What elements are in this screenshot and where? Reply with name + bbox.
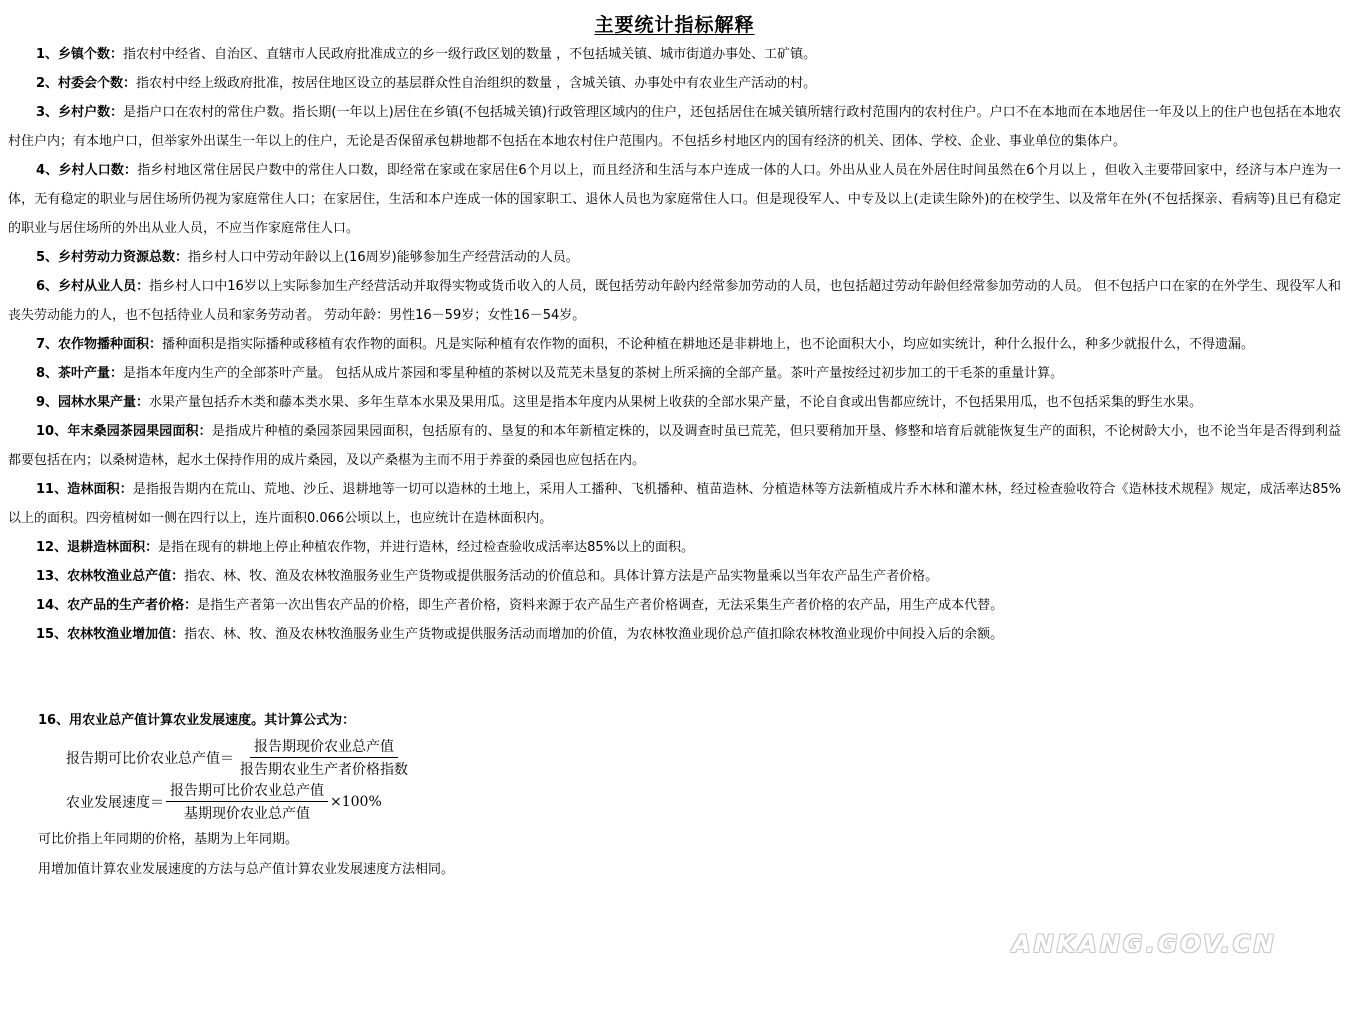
definition-text: 是指本年度内生产的全部茶叶产量。 包括从成片茶园和零星种植的茶树以及荒芜未垦复的茶树上所采摘的全部产量。茶叶产量按经过初步加工的干毛茶的重量计算。 [123,366,1064,381]
definition-item [8,562,1341,591]
definition-term: 11、造林面积： [36,482,133,497]
definition-item [8,40,1341,69]
definition-text: 指农村中经上级政府批准，按居住地区设立的基层群众性自治组织的数量 ，含城关镇、办事处中有农业生产活动的村。 [136,76,817,91]
definition-item [8,272,1341,330]
definition-text: 指农村中经省、自治区、直辖市人民政府批准成立的乡一级行政区划的数量 ，不包括城关镇、城市街道办事处、工矿镇。 [123,47,817,62]
definition-item [8,156,1341,243]
definition-term: 5、乡村劳动力资源总数： [36,250,189,265]
definition-text: 指乡村人口中16岁以上实际参加生产经营活动并取得实物或货币收入的人员，既包括劳动年龄内经常参加劳动的人员，也包括超过劳动年龄但经常参加劳动的人员。 但不包括户口在家的在外学生、现役军人和丧失劳动能力的人，也不包括待业人员和家务劳动者。 劳动年龄：男性16－59岁；女性16－54岁。 [8,279,1341,323]
definition-item [8,359,1341,388]
formula-suffix: ×100% [330,793,382,810]
definition-item [8,243,1341,272]
watermark: ANKANG.GOV.CN [1012,930,1277,958]
fraction-numerator: 报告期可比价农业总产值 [166,780,328,802]
definition-term: 13、农林牧渔业总产值： [36,569,185,584]
fraction-numerator: 报告期现价农业总产值 [250,736,398,758]
fraction [236,736,412,779]
formula-lhs: 农业发展速度＝ [66,794,164,811]
fraction [166,780,328,823]
definition-term: 12、退耕造林面积： [36,540,159,555]
formula-growth-rate [66,780,382,823]
definition-term: 3、乡村户数： [36,105,124,120]
definition-item [8,620,1341,649]
definition-term: 2、村委会个数： [36,76,137,91]
note-comparable-price: 可比价指上年同期的价格，基期为上年同期。 [38,832,299,847]
definition-text: 播种面积是指实际播种或移植有农作物的面积。凡是实际种植有农作物的面积，不论种植在耕地还是非耕地上，也不论面积大小，均应如实统计，种什么报什么，种多少就报什么，不得遗漏。 [162,337,1255,352]
note-value-added-method: 用增加值计算农业发展速度的方法与总产值计算农业发展速度方法相同。 [38,862,455,877]
definition-text: 指农、林、牧、渔及农林牧渔服务业生产货物或提供服务活动而增加的价值，为农林牧渔业现价总产值扣除农林牧渔业现价中间投入后的余额。 [184,627,1004,642]
definition-term: 9、园林水果产量： [36,395,150,410]
fraction-denominator: 基期现价农业总产值 [184,806,310,822]
formula-lhs: 报告期可比价农业总产值＝ [66,750,234,767]
fraction-denominator: 报告期农业生产者价格指数 [240,762,408,778]
definition-item [8,533,1341,562]
definition-text: 是指在现有的耕地上停止种植农作物，并进行造林，经过检查验收成活率达85%以上的面积。 [158,540,694,555]
definition-item [8,475,1341,533]
definition-term: 8、茶叶产量： [36,366,124,381]
definition-item [8,417,1341,475]
definition-text: 指乡村人口中劳动年龄以上(16周岁)能够参加生产经营活动的人员。 [188,250,579,265]
definition-text: 是指户口在农村的常住户数。指长期(一年以上)居住在乡镇(不包括城关镇)行政管理区域内的住户，还包括居住在城关镇所辖行政村范围内的农村住户。户口不在本地而在本地居住一年及以上的住户也包括在本地农村住户内；有本地户口，但举家外出谋生一年以上的住户，无论是否保留承包耕地都不包括在本地农村住户范围内。不包括乡村地区内的国有经济的机关、团体、学校、企业、事业单位的集体户。 [8,105,1342,149]
definition-term: 10、年末桑园茶园果园面积： [36,424,212,439]
formula-heading: 16、用农业总产值计算农业发展速度。其计算公式为： [38,713,356,728]
definition-list [8,40,1341,649]
definition-item [8,591,1341,620]
definition-text: 是指报告期内在荒山、荒地、沙丘、退耕地等一切可以造林的土地上，采用人工播种、飞机播种、植苗造林、分植造林等方法新植成片乔木林和灌木林，经过检查验收符合《造林技术规程》规定，成活率达85%以上的面积。四旁植树如一侧在四行以上，连片面积0.066公顷以上，也应统计在造林面积内。 [8,482,1342,526]
definition-term: 4、乡村人口数： [36,163,138,178]
definition-term: 14、农产品的生产者价格： [36,598,198,613]
definition-text: 指乡村地区常住居民户数中的常住人口数，即经常在家或在家居住6个月以上，而且经济和生活与本户连成一体的人口。外出从业人员在外居住时间虽然在6个月以上 ，但收入主要带回家中，经济与本户连为一体，无有稳定的职业与居住场所仍视为家庭常住人口；在家居住，生活和本户连成一体的国家职工、退休人员也为家庭常住人口。但是现役军人、中专及以上(走读生除外)的在校学生、以及常年在外(不包括探亲、看病等)且已有稳定的职业与居住场所的外出从业人员，不应当作家庭常住人口。 [8,163,1341,236]
definition-item [8,388,1341,417]
definition-text: 是指成片种植的桑园茶园果园面积，包括原有的、垦复的和本年新植定株的，以及调查时虽已荒芜，但只要稍加开垦、修整和培育后就能恢复生产的面积，不论树龄大小，也不论当年是否得到利益都要包括在内；以桑树造林，起水土保持作用的成片桑园，及以产桑椹为主而不用于养蚕的桑园也应包括在内。 [8,424,1341,468]
definition-text: 水果产量包括乔木类和藤本类水果、多年生草本水果及果用瓜。这里是指本年度内从果树上收获的全部水果产量，不论自食或出售都应统计，不包括果用瓜，也不包括采集的野生水果。 [149,395,1203,410]
definition-term: 7、农作物播种面积： [36,337,163,352]
definition-text: 是指生产者第一次出售农产品的价格，即生产者价格，资料来源于农产品生产者价格调查，无法采集生产者价格的农产品，用生产成本代替。 [197,598,1004,613]
definition-item [8,98,1341,156]
definition-text: 指农、林、牧、渔及农林牧渔服务业生产货物或提供服务活动的价值总和。具体计算方法是产品实物量乘以当年农产品生产者价格。 [184,569,939,584]
definition-term: 6、乡村从业人员： [36,279,150,294]
page-title: 主要统计指标解释 [594,14,755,36]
definition-item [8,330,1341,359]
formula-comparable-price [66,736,414,779]
definition-term: 1、乡镇个数： [36,47,124,62]
definition-item [8,69,1341,98]
definition-term: 15、农林牧渔业增加值： [36,627,185,642]
